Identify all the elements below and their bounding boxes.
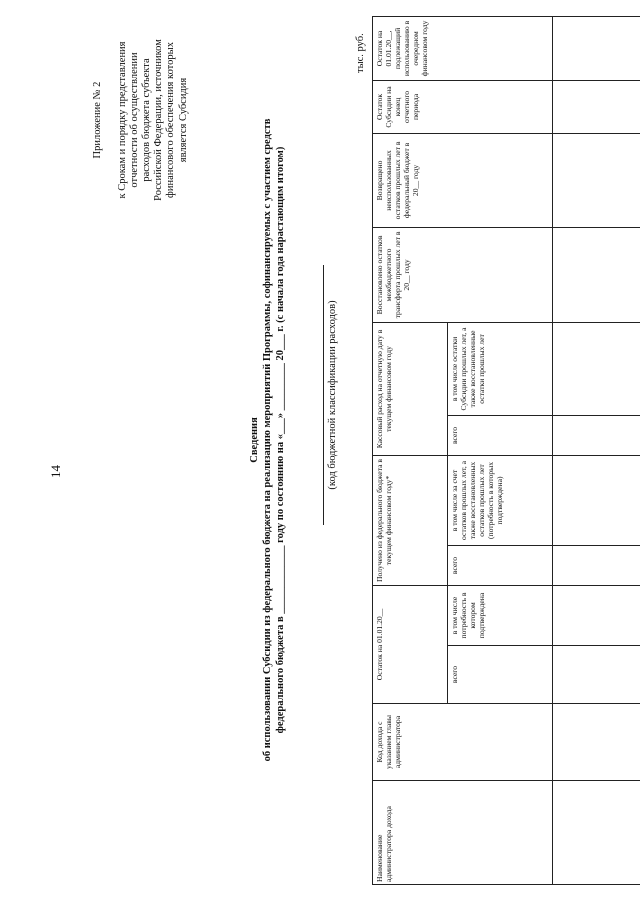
header-balance-start: Остаток на 01.01.20__ xyxy=(373,586,448,704)
report-table xyxy=(372,16,640,885)
budget-code-line xyxy=(323,265,324,525)
sub-balance-confirmed: в том числе потребность в котором подтверждена xyxy=(448,586,553,646)
budget-code-caption: (код бюджетной классификации расходов) xyxy=(327,300,338,490)
table-row xyxy=(553,16,640,884)
sub-total-balance: всего xyxy=(448,646,553,704)
appendix-text: к Срокам и порядку представления отчетности об осуществлении расходов бюджета субъекта Российской Федерации, источником финансового обеспечения которых является Субсидия xyxy=(116,39,189,201)
title-line-1: об использовании Субсидии из федерального бюджета на реализацию мероприятий Программы, софинансируемых с участием средств xyxy=(262,118,273,762)
header-code: Код дохода с указанием главы администратора xyxy=(373,704,553,781)
header-restored: Восстановлено остатков межбюджетного трансферта прошлых лет в 20__ году xyxy=(373,227,553,322)
header-received: Получено из федерального бюджета в текущем финансовом году* xyxy=(373,455,448,585)
sub-cash-incl: в том числе остатки Субсидии прошлых лет, а также восстановленные остатки прошлых лет xyxy=(448,322,553,415)
appendix-block xyxy=(80,20,202,220)
header-cash-expense: Кассовый расход на отчетную дату в текущем финансовом году xyxy=(373,322,448,455)
document-title xyxy=(248,15,287,865)
unit-label: тыс. руб. xyxy=(355,33,366,73)
header-name: Наименование администратора дохода xyxy=(373,781,553,885)
appendix-label: Приложение № 2 xyxy=(92,81,104,159)
header-returned: Возвращено неиспользованных остатков прошлых лет в федеральный бюджет в 20__ году xyxy=(373,133,553,227)
title-heading: Сведения xyxy=(249,417,260,463)
sub-received-incl: в том числе за счет остатков прошлых лет, а также восстановленных остатков прошлых лет (потребность в которых подтверждена) xyxy=(448,455,553,545)
page-number: 14 xyxy=(48,465,63,478)
sub-total-cash: всего xyxy=(448,415,553,455)
header-row-1 xyxy=(373,16,448,884)
header-balance-next: Остаток на 01.01.20__, подлежащий использованию в очередном финансовом году xyxy=(373,16,553,80)
sub-total-received: всего xyxy=(448,546,553,586)
title-line-2: федерального бюджета в _____________ году по состоянию на «___» _________ 20___ г. (с начала года нарастающим итогом) xyxy=(275,146,286,734)
header-balance-end: Остаток Субсидии на конец отчетного периода xyxy=(373,80,553,133)
